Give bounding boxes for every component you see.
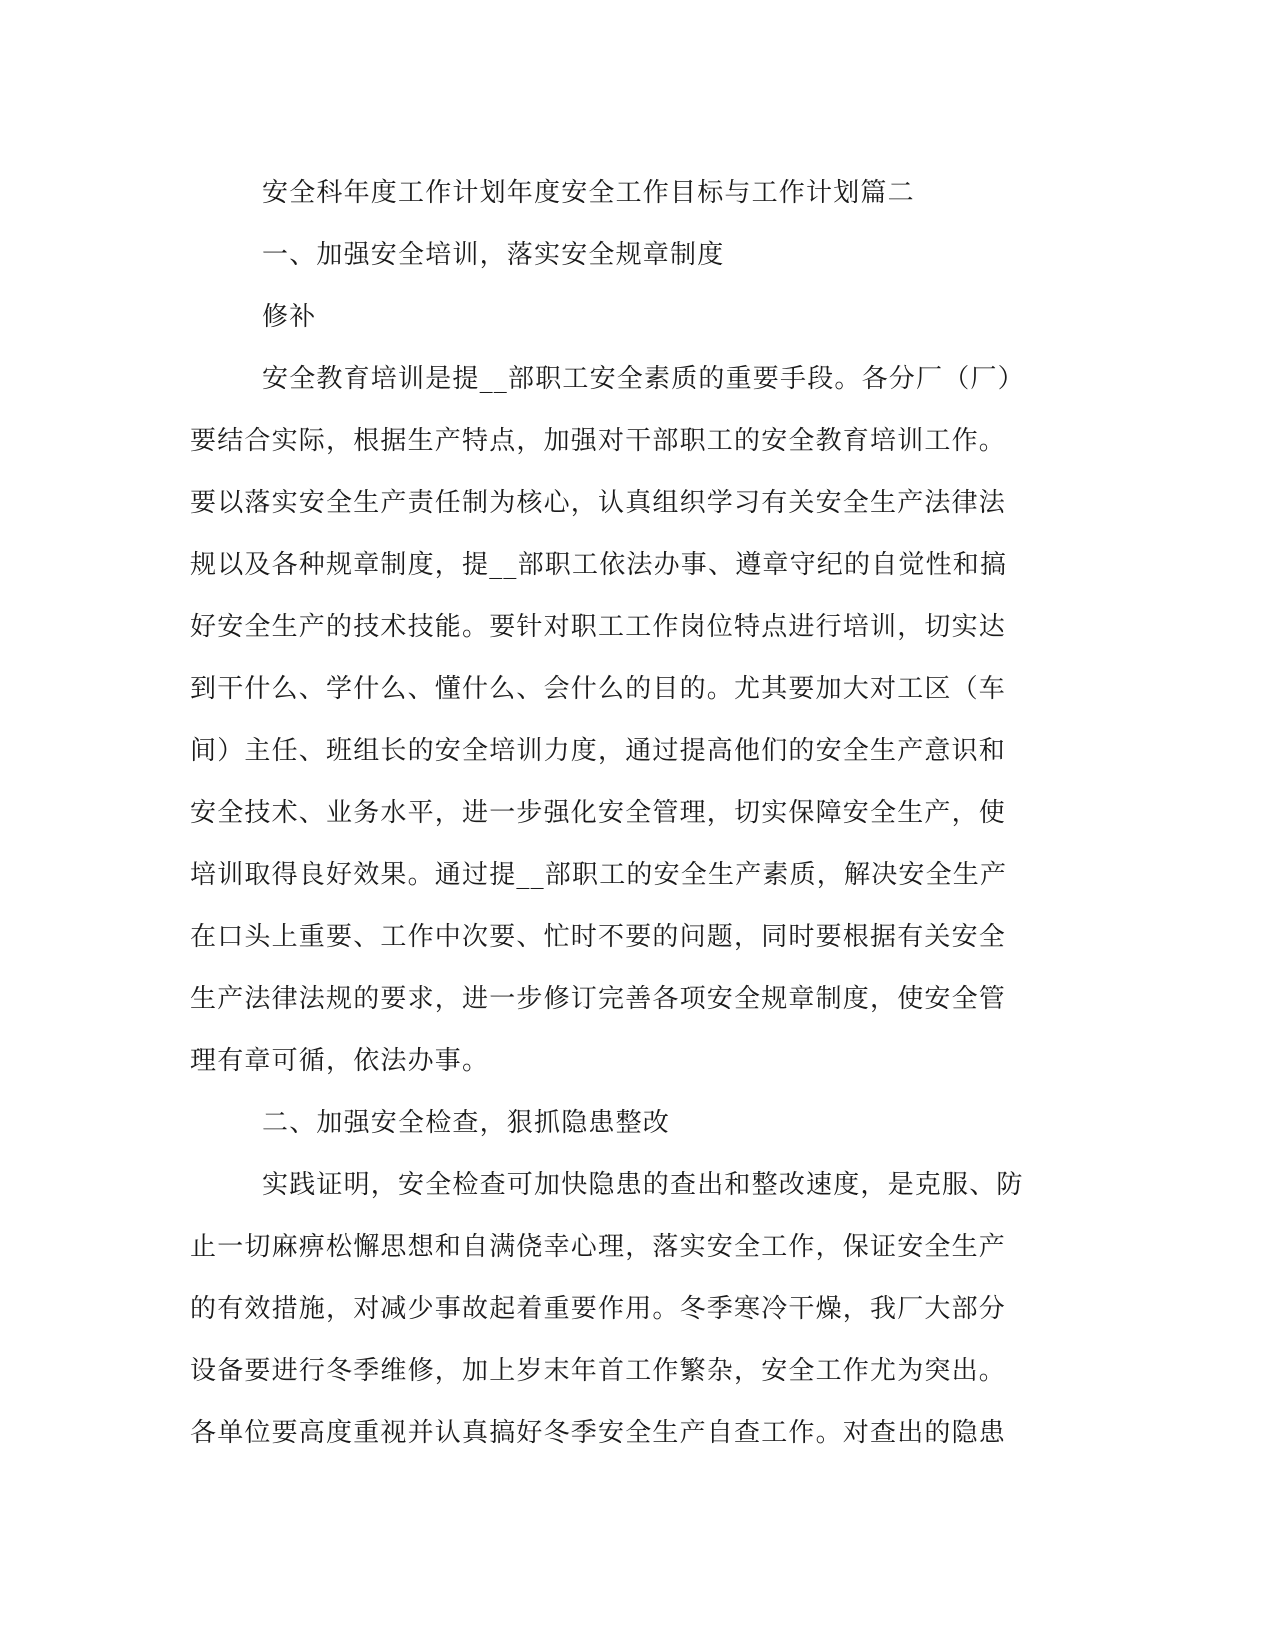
paragraph-line: 生产法律法规的要求，进一步修订完善各项安全规章制度，使安全管 bbox=[190, 984, 1007, 1014]
paragraph-line: 的有效措施，对减少事故起着重要作用。冬季寒冷干燥，我厂大部分 bbox=[190, 1294, 1007, 1324]
paragraph-line: 止一切麻痹松懈思想和自满侥幸心理，落实安全工作，保证安全生产 bbox=[190, 1232, 1007, 1262]
paragraph-line: 设备要进行冬季维修，加上岁末年首工作繁杂，安全工作尤为突出。 bbox=[190, 1356, 1007, 1386]
section-2-heading: 二、加强安全检查，狠抓隐患整改 bbox=[262, 1108, 671, 1138]
paragraph-line: 在口头上重要、工作中次要、忙时不要的问题，同时要根据有关安全 bbox=[190, 922, 1007, 952]
paragraph-line: 培训取得良好效果。通过提__部职工的安全生产素质，解决安全生产 bbox=[190, 860, 1008, 890]
paragraph-line: 安全技术、业务水平，进一步强化安全管理，切实保障安全生产，使 bbox=[190, 798, 1007, 828]
paragraph-line: 理有章可循，依法办事。 bbox=[190, 1046, 490, 1076]
paragraph-line: 安全教育培训是提__部职工安全素质的重要手段。各分厂（厂） bbox=[262, 364, 1025, 394]
paragraph-line: 要以落实安全生产责任制为核心，认真组织学习有关安全生产法律法 bbox=[190, 488, 1007, 518]
paragraph-line: 规以及各种规章制度，提__部职工依法办事、遵章守纪的自觉性和搞 bbox=[190, 550, 1008, 580]
paragraph-line: 到干什么、学什么、懂什么、会什么的目的。尤其要加大对工区（车 bbox=[190, 674, 1007, 704]
paragraph-line: 各单位要高度重视并认真搞好冬季安全生产自查工作。对查出的隐患 bbox=[190, 1418, 1007, 1448]
paragraph-line: 好安全生产的技术技能。要针对职工工作岗位特点进行培训，切实达 bbox=[190, 612, 1007, 642]
section-1-paragraph bbox=[190, 348, 1070, 1092]
paragraph-line: 实践证明，安全检查可加快隐患的查出和整改速度，是克服、防 bbox=[262, 1170, 1024, 1200]
document-title: 安全科年度工作计划年度安全工作目标与工作计划篇二 bbox=[262, 178, 915, 208]
paragraph-line: 间）主任、班组长的安全培训力度，通过提高他们的安全生产意识和 bbox=[190, 736, 1007, 766]
section-1-subheading: 修补 bbox=[262, 302, 317, 332]
section-2-paragraph bbox=[190, 1154, 1070, 1464]
paragraph-line: 要结合实际，根据生产特点，加强对干部职工的安全教育培训工作。 bbox=[190, 426, 1007, 456]
document-body bbox=[190, 162, 1070, 1464]
section-1-heading: 一、加强安全培训，落实安全规章制度 bbox=[262, 240, 725, 270]
